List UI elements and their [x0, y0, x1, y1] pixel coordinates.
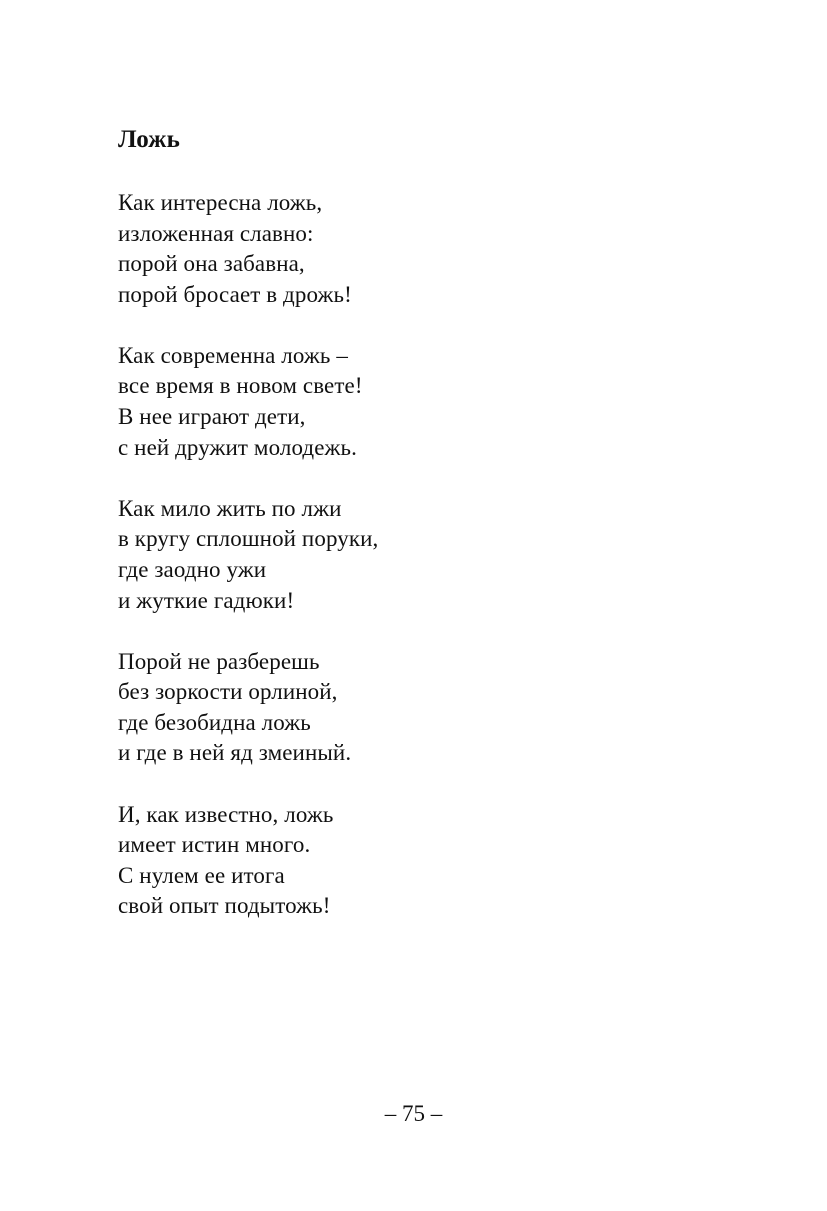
poem-line: В нее играют дети, — [118, 404, 306, 430]
poem-line: Как современна ложь – — [118, 342, 348, 368]
poem-line: и где в ней яд змеиный. — [118, 740, 352, 766]
poem-line: с ней дружит молодежь. — [118, 434, 357, 460]
poem-line: Как мило жить по лжи — [118, 495, 342, 521]
stanza-4 — [118, 647, 378, 769]
poem-line: где безобидна ложь — [118, 709, 311, 735]
stanza-2 — [118, 341, 378, 463]
poem-line: и жуткие гадюки! — [118, 587, 295, 613]
poem-line: свой опыт подытожь! — [118, 893, 331, 919]
page-number: – 75 – — [384, 1101, 443, 1126]
poem-title: Ложь — [118, 126, 181, 153]
stanza-3 — [118, 494, 378, 616]
stanza-5 — [118, 800, 378, 922]
poem-line: Как интересна ложь, — [118, 190, 323, 215]
poem-line: изложенная славно: — [118, 220, 314, 246]
poem-body — [118, 188, 378, 952]
poem-line: без зоркости орлиной, — [118, 679, 338, 705]
poem-line: Порой не разберешь — [118, 648, 320, 674]
poem-line: С нулем ее итога — [118, 862, 285, 888]
stanza-1 — [118, 188, 378, 310]
poem-line: И, как известно, ложь — [118, 801, 334, 827]
poem-line: где заодно ужи — [118, 556, 267, 582]
poem-line: в кругу сплошной поруки, — [118, 526, 379, 552]
poem-line: все время в новом свете! — [118, 373, 363, 399]
poem-line: порой она забавна, — [118, 251, 305, 277]
poem-line: порой бросает в дрожь! — [118, 281, 352, 307]
poem-line: имеет истин много. — [118, 832, 311, 858]
